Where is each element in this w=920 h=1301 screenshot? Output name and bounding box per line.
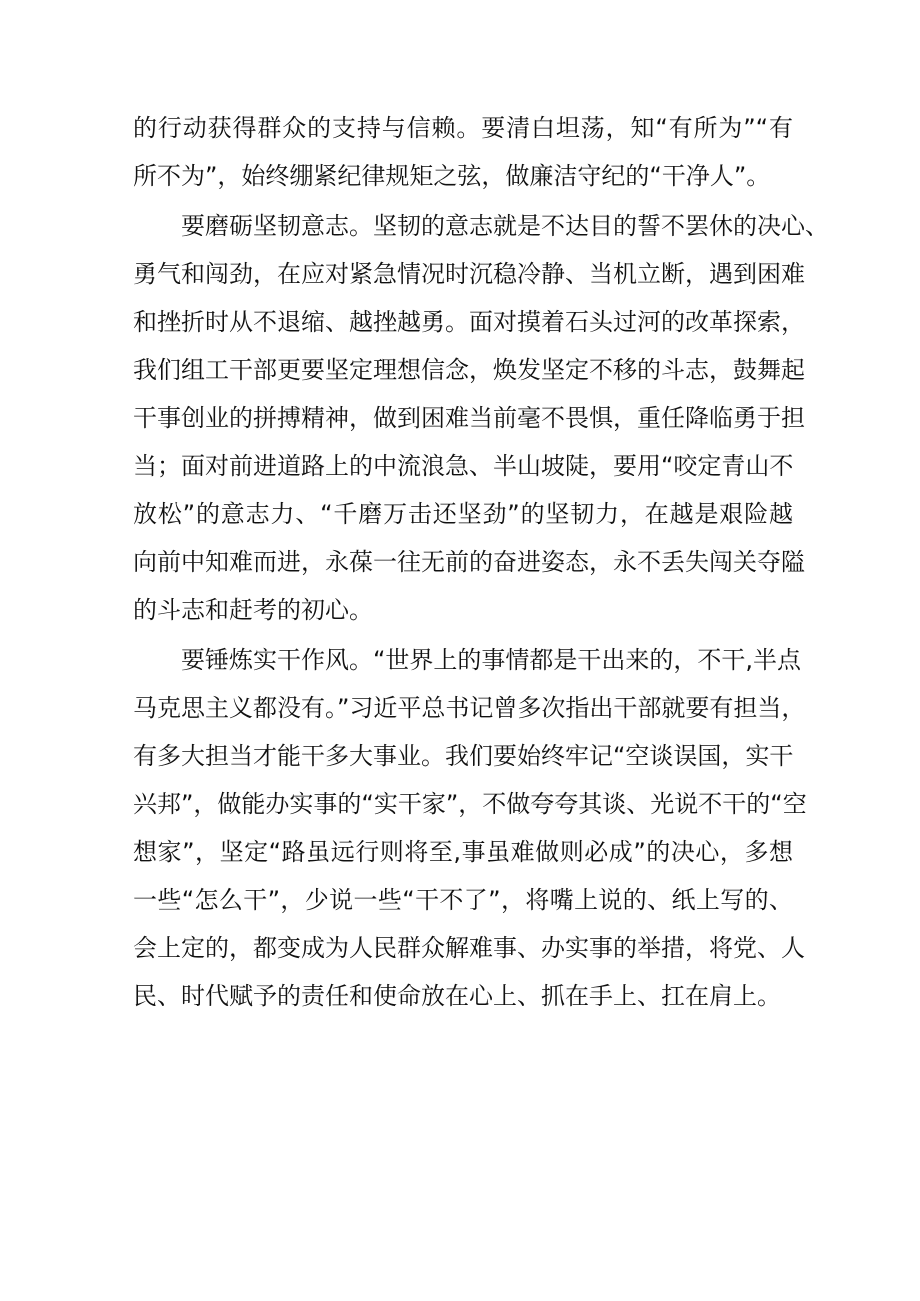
text-line: 放松”的意志力、“千磨万击还坚劲”的坚韧力，在越是艰险越: [133, 500, 793, 528]
paragraph-first-line: 要磨砺坚韧意志。坚韧的意志就是不达目的誓不罢休的决心、: [181, 212, 829, 240]
text-line: 勇气和闯劲，在应对紧急情况时沉稳冷静、当机立断，遇到困难: [133, 260, 805, 288]
paragraph-first-line: 要锤炼实干作风。“世界上的事情都是干出来的，不干,半点: [181, 646, 802, 674]
text-line: 想家”，坚定“路虽远行则将至,事虽难做则必成”的决心，多想: [133, 838, 793, 866]
text-line: 会上定的，都变成为人民群众解难事、办实事的举措，将党、人: [133, 934, 805, 962]
text-line: 有多大担当才能干多大事业。我们要始终牢记“空谈误国，实干: [133, 742, 794, 770]
text-line: 当；面对前进道路上的中流浪急、半山坡陡，要用“咬定青山不: [133, 452, 794, 480]
text-line: 的斗志和赶考的初心。: [133, 596, 373, 624]
text-line: 马克思主义都没有。”习近平总书记曾多次指出干部就要有担当，: [133, 694, 806, 722]
text-line: 的行动获得群众的支持与信赖。要清白坦荡，知“有所为”“有: [133, 114, 793, 142]
document-body: [133, 104, 829, 1020]
text-line: 我们组工干部更要坚定理想信念，焕发坚定不移的斗志，鼓舞起: [133, 356, 805, 384]
text-line: 一些“怎么干”，少说一些“干不了”，将嘴上说的、纸上写的、: [133, 886, 793, 914]
text-line: 民、时代赋予的责任和使命放在心上、抓在手上、扛在肩上。: [133, 982, 781, 1010]
text-line: 兴邦”，做能办实事的“实干家”，不做夸夸其谈、光说不干的“空: [133, 790, 807, 818]
text-line: 和挫折时从不退缩、越挫越勇。面对摸着石头过河的改革探索，: [133, 308, 805, 336]
text-line: 所不为”，始终绷紧纪律规矩之弦，做廉洁守纪的“干净人”。: [133, 162, 771, 190]
text-line: 干事创业的拼搏精神，做到困难当前毫不畏惧，重任降临勇于担: [133, 404, 805, 432]
text-line: 向前中知难而进，永葆一往无前的奋进姿态，永不丢失闯关夺隘: [133, 548, 805, 576]
